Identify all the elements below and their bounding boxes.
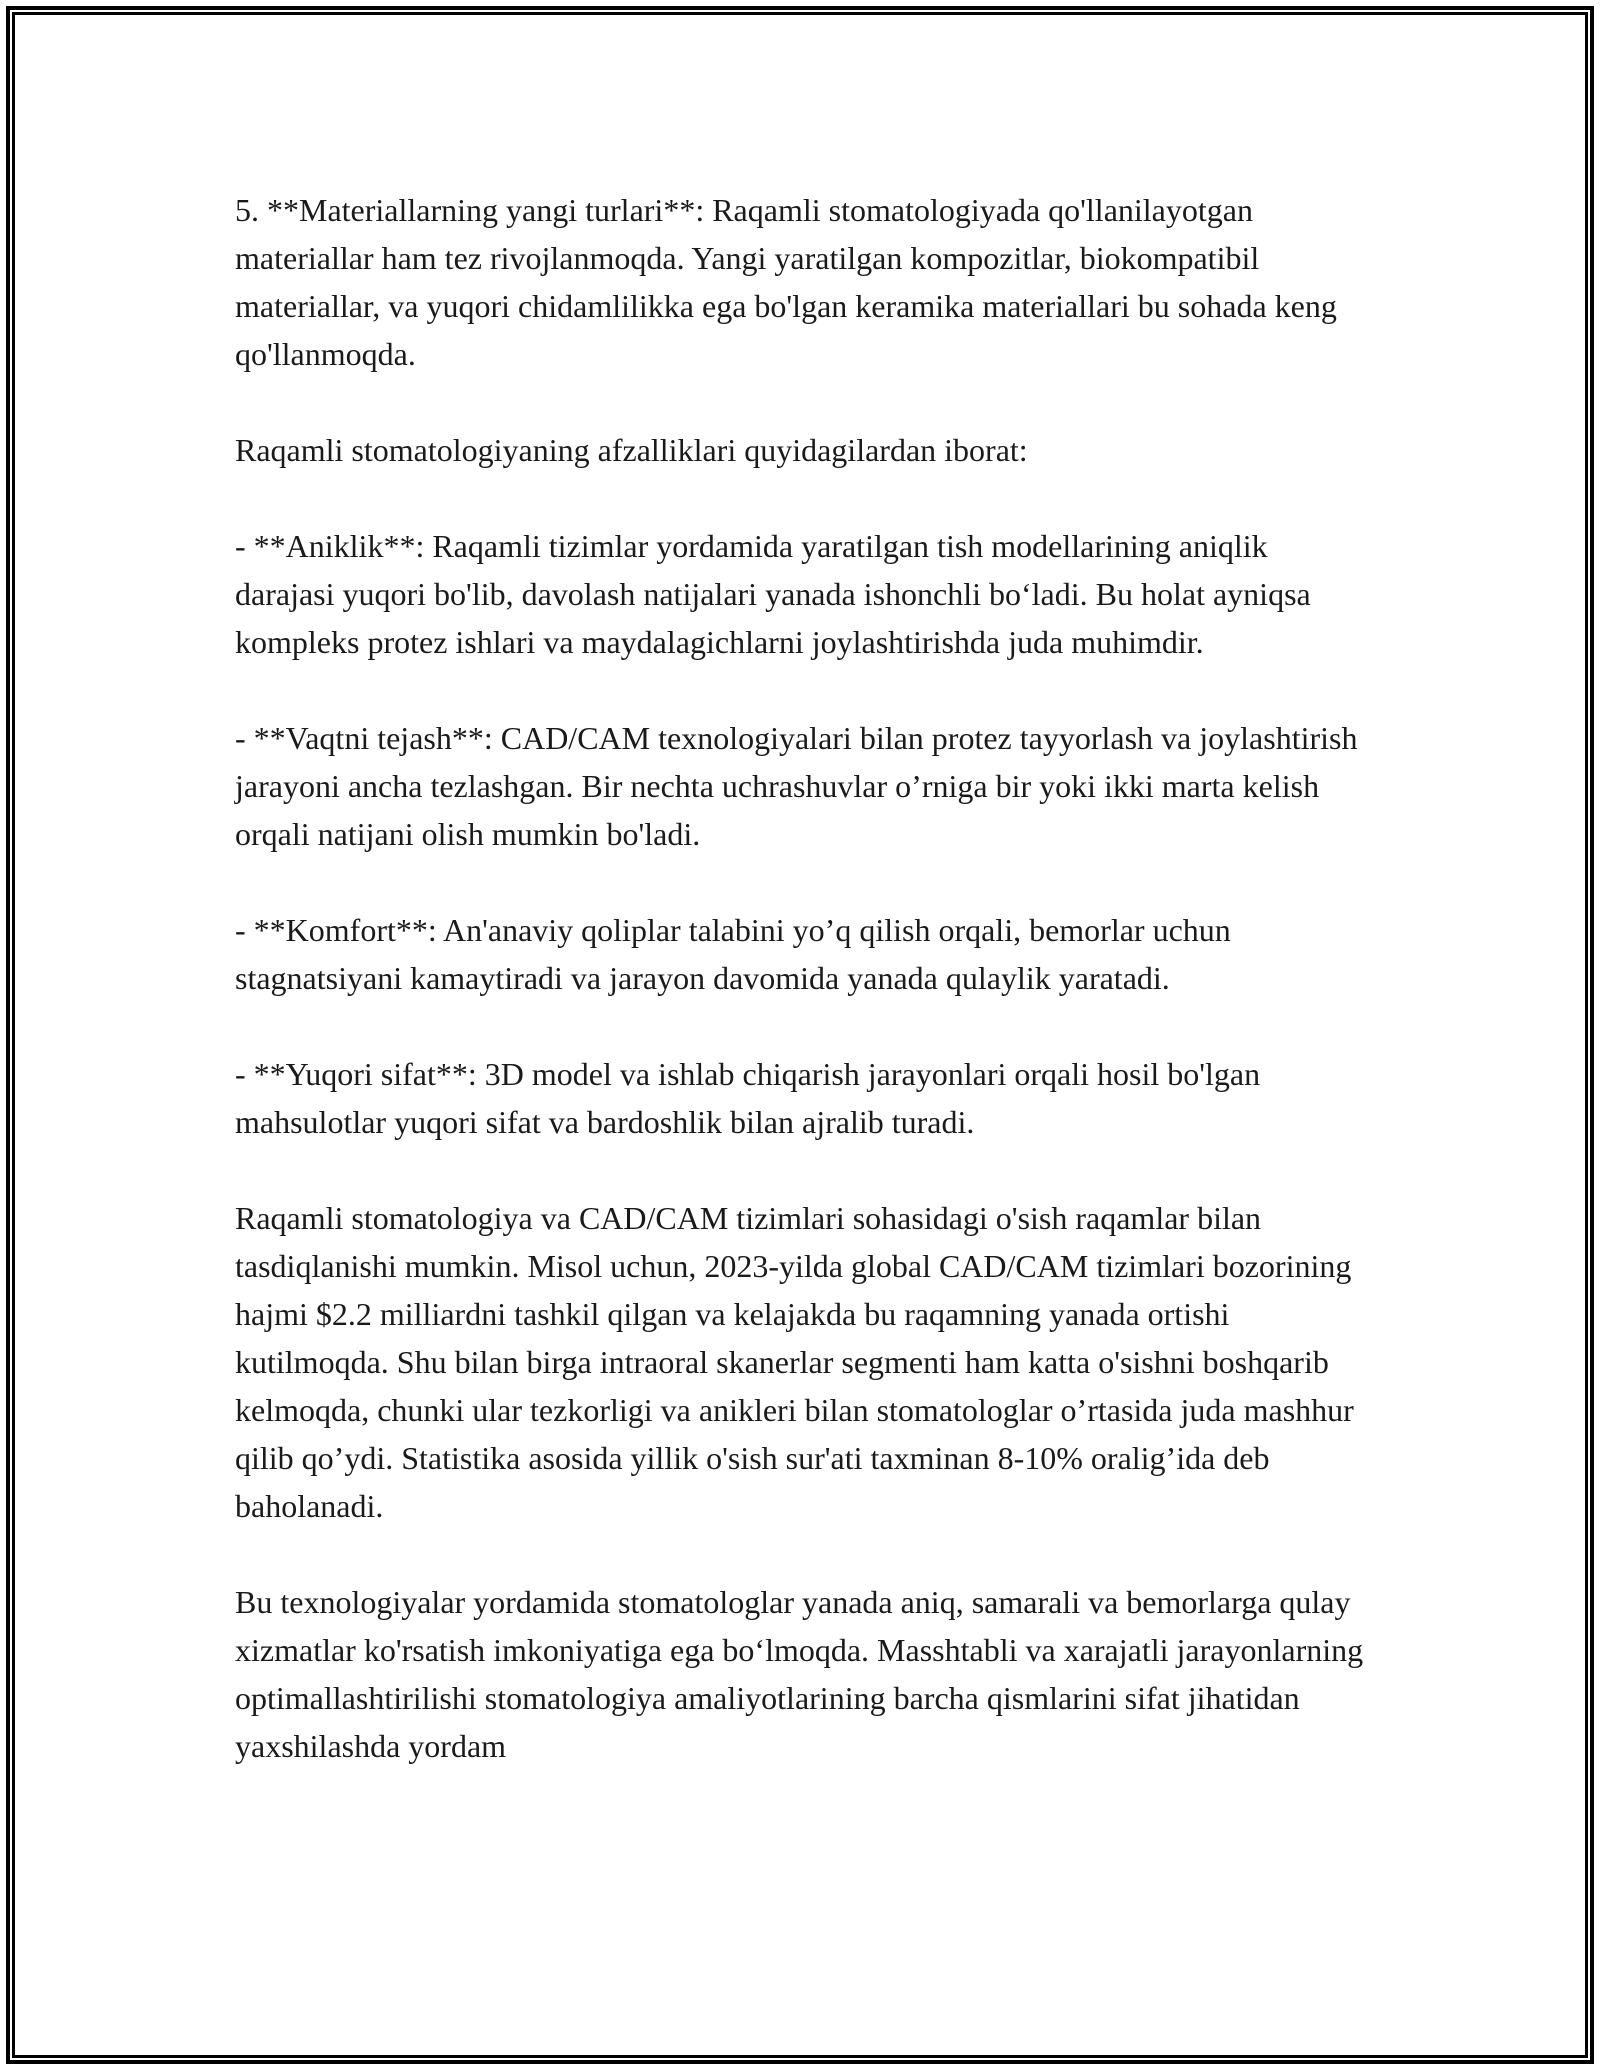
paragraph-advantages-intro: Raqamli stomatologiyaning afzalliklari quyidagilardan iborat: xyxy=(235,432,1028,468)
paragraph-new-materials: 5. **Materiallarning yangi turlari**: Raqamli stomatologiyada qo'llanilayotgan materiallar ham tez rivojlanmoqda. Yangi yaratilgan kompozitlar, biokompatibil materiallar, va yuqori chidamlilikka ega bo'lgan keramika materiallari bu sohada keng qo'llanmoqda. xyxy=(235,192,1337,372)
paragraph-conclusion: Bu texnologiyalar yordamida stomatologlar yanada aniq, samarali va bemorlarga qulay xizmatlar ko'rsatish imkoniyatiga ega bo‘lmoqda. Masshtabli va xarajatli jarayonlarning optimallashtirilishi stomatologiya amaliyotlarining barcha qismlarini sifat jihatidan yaxshilashda yordam xyxy=(235,1584,1364,1764)
paragraph-market-growth: Raqamli stomatologiya va CAD/CAM tizimlari sohasidagi o'sish raqamlar bilan tasdiqlanishi mumkin. Misol uchun, 2023-yilda global CAD/CAM tizimlari bozorining hajmi $2.2 milliardni tashkil qilgan va kelajakda bu raqamning yanada ortishi kutilmoqda. Shu bilan birga intraoral skanerlar segmenti ham katta o'sishni boshqarib kelmoqda, chunki ular tezkorligi va anikleri bilan stomatologlar o’rtasida juda mashhur qilib qo’ydi. Statistika asosida yillik o'sish sur'ati taxminan 8-10% oralig’ida deb baholanadi. xyxy=(235,1200,1354,1524)
list-item-comfort: - **Komfort**: An'anaviy qoliplar talabini yo’q qilish orqali, bemorlar uchun stagnatsiyani kamaytiradi va jarayon davomida yanada qulaylik yaratadi. xyxy=(235,912,1231,996)
list-item-high-quality: - **Yuqori sifat**: 3D model va ishlab chiqarish jarayonlari orqali hosil bo'lgan mahsulotlar yuqori sifat va bardoshlik bilan ajralib turadi. xyxy=(235,1056,1261,1140)
list-item-time-saving: - **Vaqtni tejash**: CAD/CAM texnologiyalari bilan protez tayyorlash va joylashtirish jarayoni ancha tezlashgan. Bir nechta uchrashuvlar o’rniga bir yoki ikki marta kelish orqali natijani olish mumkin bo'ladi. xyxy=(235,720,1358,852)
list-item-accuracy: - **Aniklik**: Raqamli tizimlar yordamida yaratilgan tish modellarining aniqlik darajasi yuqori bo'lib, davolash natijalari yanada ishonchli bo‘ladi. Bu holat ayniqsa kompleks protez ishlari va maydalagichlarni joylashtirishda juda muhimdir. xyxy=(235,528,1311,660)
document-body xyxy=(235,186,1375,1770)
